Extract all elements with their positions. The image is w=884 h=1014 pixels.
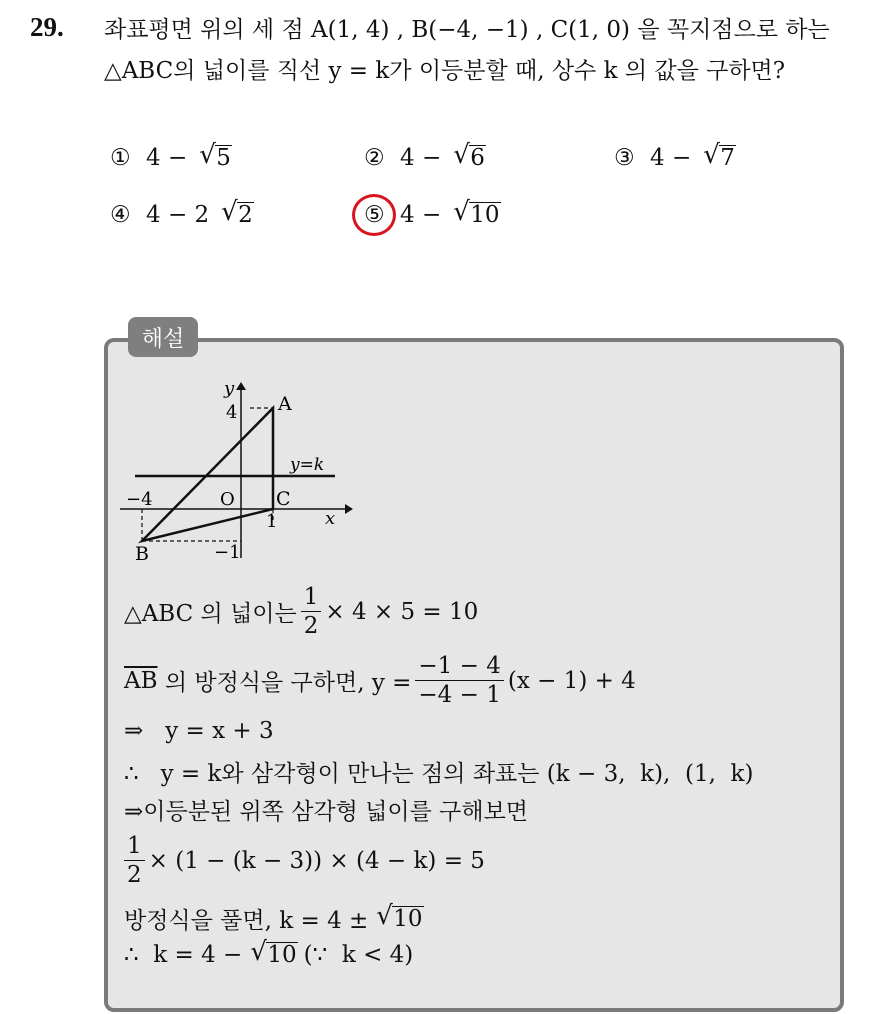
question-line-1: 좌표평면 위의 세 점 A(1, 4) , B(−4, −1) , C(1, 0) 을 꼭지점으로 하는 <box>104 17 830 43</box>
option-2[interactable] <box>364 145 488 171</box>
solution-line-4: ∴ y = k와 삼각형이 만나는 점의 좌표는 (k − 3, k), (1, k) <box>124 761 754 787</box>
option-4-prefix: 4 − 2 <box>146 202 210 228</box>
solution-line-7 <box>124 902 424 935</box>
solution-line-8 <box>124 942 413 968</box>
tick-neg1: −1 <box>214 542 241 563</box>
segment-ab: $\overline{AB}$ <box>124 667 158 694</box>
label-b: B <box>135 543 149 565</box>
tick-neg4: −4 <box>126 489 153 510</box>
solution-line-2 <box>124 652 636 709</box>
line2-suffix: (x − 1) + 4 <box>507 667 636 694</box>
option-5-number: ⑤ <box>364 202 385 228</box>
question-line-2: △ABC의 넓이를 직선 y = k가 이등분할 때, 상수 k 의 값을 구하면? <box>104 58 786 84</box>
option-1[interactable] <box>110 145 234 171</box>
line8-suffix: (∵ k < 4) <box>303 942 414 968</box>
fraction-half-1: $\frac{1}{2}$ <box>301 583 322 640</box>
line7-prefix: 방정식을 풀면, k = 4 ± <box>124 908 369 934</box>
option-1-sqrt: √ 5 <box>201 145 232 171</box>
solution-line-3: ⇒ y = x + 3 <box>124 718 274 744</box>
question-number: 29. <box>30 12 64 42</box>
option-4-number: ④ <box>110 202 131 228</box>
option-2-prefix: 4 − <box>400 145 442 171</box>
label-c: C <box>276 488 291 510</box>
line6-suffix: × (1 − (k − 3)) × (4 − k) = 5 <box>148 847 485 874</box>
line2-prefix: 의 방정식을 구하면, y = <box>157 670 412 696</box>
option-4-sqrt: √ 2 <box>223 202 254 228</box>
fraction-slope: $\frac{-1 - 4}{-4 - 1}$ <box>415 652 503 709</box>
solution-graph <box>120 378 360 568</box>
fraction-half-2: $\frac{1}{2}$ <box>124 832 145 889</box>
tick-4: 4 <box>226 402 238 423</box>
option-5-sqrt: √ 10 <box>455 202 500 228</box>
option-1-prefix: 4 − <box>146 145 188 171</box>
label-x: x <box>325 508 336 529</box>
label-origin: O <box>220 489 235 510</box>
line8-prefix: ∴ k = 4 − <box>124 942 243 968</box>
solution-line-1 <box>124 583 478 640</box>
option-3-sqrt: √ 7 <box>705 145 736 171</box>
line1-prefix: △ABC 의 넓이는 <box>124 601 297 627</box>
solution-line-5: ⇒이등분된 위쪽 삼각형 넓이를 구해보면 <box>124 799 529 825</box>
label-a: A <box>278 393 292 415</box>
option-3-number: ③ <box>614 145 635 171</box>
option-1-number: ① <box>110 145 131 171</box>
tick-1: 1 <box>266 511 278 532</box>
y-axis-arrow <box>236 382 246 390</box>
answer-circle-mark <box>352 194 396 236</box>
solution-tab: 해설 <box>128 317 198 357</box>
solution-line-6 <box>124 832 485 889</box>
line8-sqrt: √ 10 <box>252 942 297 968</box>
triangle-abc <box>142 408 273 541</box>
label-line-y-k: y=k <box>290 455 325 475</box>
label-y: y <box>224 378 235 399</box>
x-axis-arrow <box>345 504 353 514</box>
option-3[interactable] <box>614 145 738 171</box>
option-3-prefix: 4 − <box>650 145 692 171</box>
line1-suffix: × 4 × 5 = 10 <box>325 598 479 625</box>
option-2-number: ② <box>364 145 385 171</box>
line7-sqrt: √ 10 <box>378 906 423 932</box>
option-2-sqrt: √ 6 <box>455 145 486 171</box>
option-4[interactable] <box>110 202 256 228</box>
option-5-prefix: 4 − <box>400 202 442 228</box>
